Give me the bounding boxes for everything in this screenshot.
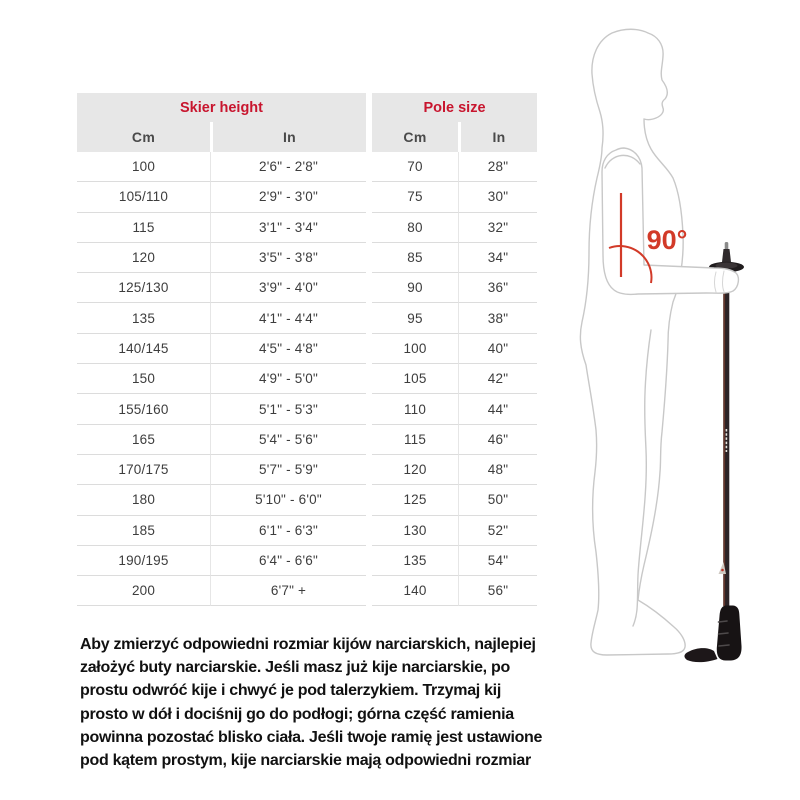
table-cell: 140 xyxy=(372,576,458,606)
table-row xyxy=(77,576,537,606)
pole-shaft-accent xyxy=(723,270,725,606)
subheader-pole-in: In xyxy=(458,122,537,152)
table-cell: 105/110 xyxy=(77,182,210,212)
angle-label: 90° xyxy=(646,225,688,255)
table-cell: 54" xyxy=(458,546,537,576)
table-cell: 36" xyxy=(458,273,537,303)
table-row xyxy=(77,425,537,455)
table-row xyxy=(77,152,537,182)
table-cell: 28" xyxy=(458,152,537,182)
table-cell: 140/145 xyxy=(77,334,210,364)
table-cell: 6'1" - 6'3" xyxy=(210,516,366,546)
size-chart-body xyxy=(77,152,537,606)
table-cell: 40" xyxy=(458,334,537,364)
table-cell: 52" xyxy=(458,516,537,546)
subheader-skier-in: In xyxy=(210,122,366,152)
measurement-diagram-svg xyxy=(555,10,800,690)
table-cell: 70 xyxy=(372,152,458,182)
instructions-line: Aby zmierzyć odpowiedni rozmiar kijów narciarskich, najlepiej xyxy=(80,636,536,653)
table-cell: 180 xyxy=(77,485,210,515)
instructions-line: prostu odwróć kije i chwyć je pod talerzykiem. Trzymaj kij xyxy=(80,682,501,700)
instructions-line: pod kątem prostym, kije narciarskie mają odpowiedni rozmiar xyxy=(80,752,531,770)
table-cell: 130 xyxy=(372,516,458,546)
table-cell: 115 xyxy=(372,425,458,455)
table-cell: 4'5" - 4'8" xyxy=(210,334,366,364)
subheader-pole-cm: Cm xyxy=(372,122,458,152)
pole-size-header: Pole size xyxy=(372,93,537,122)
table-cell: 44" xyxy=(458,394,537,424)
measurement-diagram xyxy=(555,10,800,690)
person-far-leg-line xyxy=(633,330,651,626)
table-cell: 2'9" - 3'0" xyxy=(210,182,366,212)
table-row xyxy=(77,364,537,394)
table-cell: 75 xyxy=(372,182,458,212)
table-row xyxy=(77,546,537,576)
table-cell: 200 xyxy=(77,576,210,606)
table-cell: 3'9" - 4'0" xyxy=(210,273,366,303)
table-cell: 38" xyxy=(458,303,537,333)
table-cell: 120 xyxy=(77,243,210,273)
table-cell: 95 xyxy=(372,303,458,333)
instructions-line: prosto w dół i dociśnij go do podłogi; górna część ramienia xyxy=(80,705,514,723)
table-cell: 125 xyxy=(372,485,458,515)
table-cell: 4'1" - 4'4" xyxy=(210,303,366,333)
table-cell: 85 xyxy=(372,243,458,273)
table-row xyxy=(77,182,537,212)
table-row xyxy=(77,516,537,546)
table-cell: 48" xyxy=(458,455,537,485)
instructions-line: powinna pozostać blisko ciała. Jeśli twoje ramię jest ustawione xyxy=(80,728,543,746)
table-cell: 115 xyxy=(77,213,210,243)
person-body-path xyxy=(580,29,685,655)
skier-height-header: Skier height xyxy=(77,93,366,122)
arm-and-hand-path xyxy=(602,148,738,294)
table-cell: 120 xyxy=(372,455,458,485)
table-cell: 100 xyxy=(77,152,210,182)
table-cell: 3'5" - 3'8" xyxy=(210,243,366,273)
table-cell: 135 xyxy=(77,303,210,333)
table-row xyxy=(77,485,537,515)
ski-pole xyxy=(684,242,744,662)
size-chart-group-header-row xyxy=(77,93,537,122)
table-cell: 5'1" - 5'3" xyxy=(210,394,366,424)
table-cell: 105 xyxy=(372,364,458,394)
table-cell: 30" xyxy=(458,182,537,212)
table-row xyxy=(77,213,537,243)
table-row xyxy=(77,243,537,273)
table-cell: 4'9" - 5'0" xyxy=(210,364,366,394)
size-chart xyxy=(77,93,537,606)
table-cell: 165 xyxy=(77,425,210,455)
pole-tip-cone xyxy=(722,249,731,262)
table-cell: 150 xyxy=(77,364,210,394)
person-arm xyxy=(602,148,738,294)
table-cell: 2'6" - 2'8" xyxy=(210,152,366,182)
table-cell: 100 xyxy=(372,334,458,364)
table-row xyxy=(77,303,537,333)
table-cell: 125/130 xyxy=(77,273,210,303)
table-cell: 3'1" - 3'4" xyxy=(210,213,366,243)
table-cell: 50" xyxy=(458,485,537,515)
table-row xyxy=(77,273,537,303)
table-row xyxy=(77,394,537,424)
table-cell: 80 xyxy=(372,213,458,243)
table-cell: 56" xyxy=(458,576,537,606)
subheader-skier-cm: Cm xyxy=(77,122,210,152)
table-cell: 46" xyxy=(458,425,537,455)
pole-strap xyxy=(684,648,717,662)
table-cell: 32" xyxy=(458,213,537,243)
instructions-paragraph xyxy=(80,633,560,772)
table-cell: 5'4" - 5'6" xyxy=(210,425,366,455)
table-cell: 90 xyxy=(372,273,458,303)
table-cell: 34" xyxy=(458,243,537,273)
person-outline xyxy=(580,29,685,655)
table-cell: 155/160 xyxy=(77,394,210,424)
instructions-line: założyć buty narciarskie. Jeśli masz już kije narciarskie, po xyxy=(80,659,510,677)
table-cell: 6'7" + xyxy=(210,576,366,606)
table-cell: 185 xyxy=(77,516,210,546)
table-cell: 170/175 xyxy=(77,455,210,485)
table-cell: 5'7" - 5'9" xyxy=(210,455,366,485)
size-chart-subheader-row xyxy=(77,122,537,152)
table-row xyxy=(77,455,537,485)
table-cell: 135 xyxy=(372,546,458,576)
pole-tip-icon xyxy=(725,242,729,250)
table-cell: 5'10" - 6'0" xyxy=(210,485,366,515)
pole-logo-dot xyxy=(721,569,724,572)
table-row xyxy=(77,334,537,364)
table-cell: 190/195 xyxy=(77,546,210,576)
table-cell: 110 xyxy=(372,394,458,424)
table-cell: 6'4" - 6'6" xyxy=(210,546,366,576)
table-cell: 42" xyxy=(458,364,537,394)
